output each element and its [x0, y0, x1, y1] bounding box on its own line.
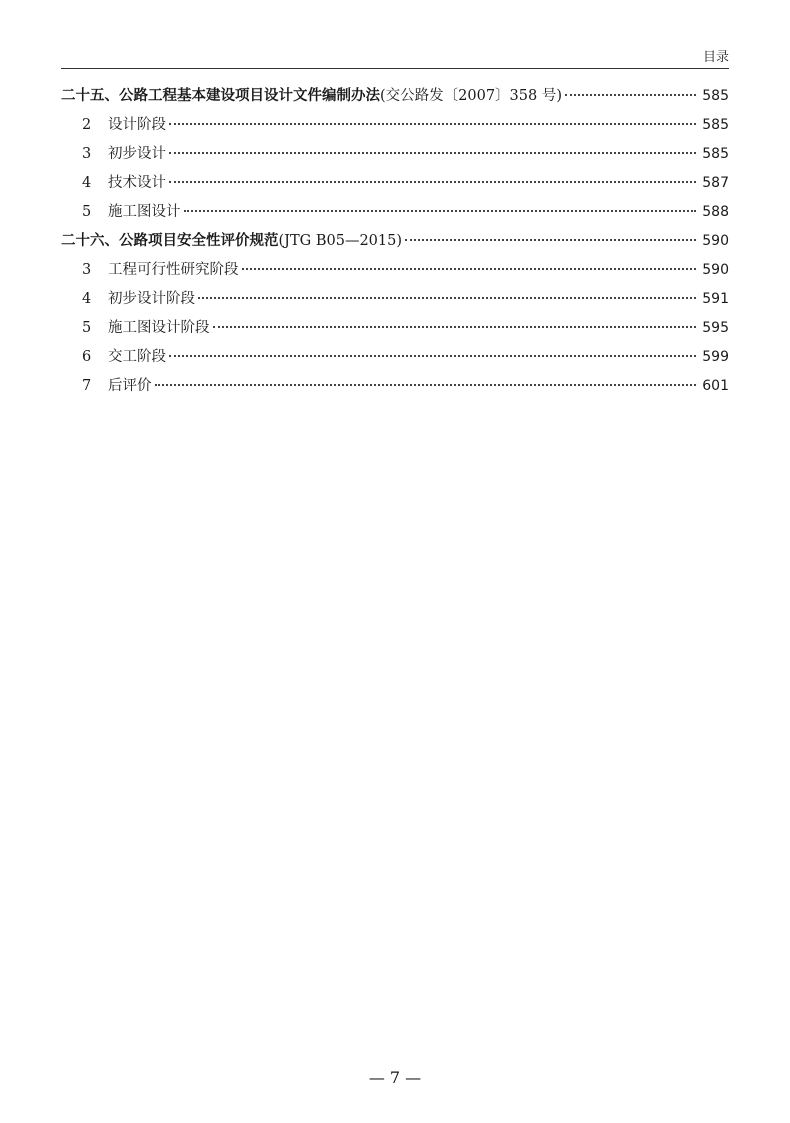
toc-entry-number: 6	[82, 349, 92, 365]
toc-leader-dots	[184, 210, 697, 212]
toc-entry[interactable]	[61, 314, 729, 343]
toc-entry-number: 4	[82, 291, 92, 307]
toc-entry-label: 设计阶段	[108, 117, 166, 133]
page-number: — 7 —	[368, 1068, 422, 1087]
toc-leader-dots	[242, 268, 697, 270]
toc-leader-dots	[198, 297, 696, 299]
toc-entry-label: 初步设计	[108, 146, 166, 162]
toc-entry[interactable]	[61, 343, 729, 372]
toc-entry-number: 4	[82, 175, 92, 191]
table-of-contents	[61, 82, 729, 401]
toc-page-number: 591	[702, 291, 729, 307]
toc-leader-dots	[169, 355, 696, 357]
toc-leader-dots	[169, 181, 696, 183]
toc-entry-label: 施工图设计	[108, 204, 181, 220]
toc-section-subtitle: (JTG B05—2015)	[278, 233, 402, 249]
toc-page-number: 588	[702, 204, 729, 220]
toc-entry-label: 工程可行性研究阶段	[108, 262, 239, 278]
toc-entry-label: 交工阶段	[108, 349, 166, 365]
toc-entry[interactable]	[61, 372, 729, 401]
toc-entry-number: 7	[82, 378, 92, 394]
toc-section-title: 二十五、公路工程基本建设项目设计文件编制办法	[61, 88, 380, 104]
toc-entry-label: 初步设计阶段	[108, 291, 195, 307]
toc-entry-label: 施工图设计阶段	[108, 320, 210, 336]
toc-page-number: 599	[702, 349, 729, 365]
toc-entry[interactable]	[61, 169, 729, 198]
running-header: 目录	[702, 50, 729, 65]
toc-page-number: 601	[702, 378, 729, 394]
toc-page-number: 585	[702, 146, 729, 162]
toc-entry-number: 5	[82, 204, 92, 220]
toc-page-number: 590	[702, 233, 729, 249]
toc-leader-dots	[565, 94, 696, 96]
toc-leader-dots	[155, 384, 697, 386]
toc-page-number: 595	[702, 320, 729, 336]
toc-page-number: 585	[702, 88, 729, 104]
toc-page-number: 585	[702, 117, 729, 133]
toc-entry-number: 5	[82, 320, 92, 336]
header-divider	[61, 68, 729, 69]
toc-entry-number: 2	[82, 117, 92, 133]
toc-section-subtitle: (交公路发〔2007〕358 号)	[380, 88, 562, 104]
toc-entry[interactable]	[61, 285, 729, 314]
toc-leader-dots	[405, 239, 696, 241]
toc-entry[interactable]	[61, 256, 729, 285]
toc-leader-dots	[169, 152, 696, 154]
toc-page-number: 590	[702, 262, 729, 278]
toc-entry[interactable]	[61, 111, 729, 140]
toc-page-number: 587	[702, 175, 729, 191]
toc-entry-label: 后评价	[108, 378, 152, 394]
toc-section-title: 二十六、公路项目安全性评价规范	[61, 233, 279, 249]
toc-leader-dots	[213, 326, 697, 328]
toc-section-26[interactable]	[61, 227, 729, 256]
toc-entry-number: 3	[82, 262, 92, 278]
toc-section-25[interactable]	[61, 82, 729, 111]
toc-entry-number: 3	[82, 146, 92, 162]
toc-leader-dots	[169, 123, 696, 125]
toc-entry[interactable]	[61, 198, 729, 227]
toc-entry-label: 技术设计	[108, 175, 166, 191]
toc-entry[interactable]	[61, 140, 729, 169]
